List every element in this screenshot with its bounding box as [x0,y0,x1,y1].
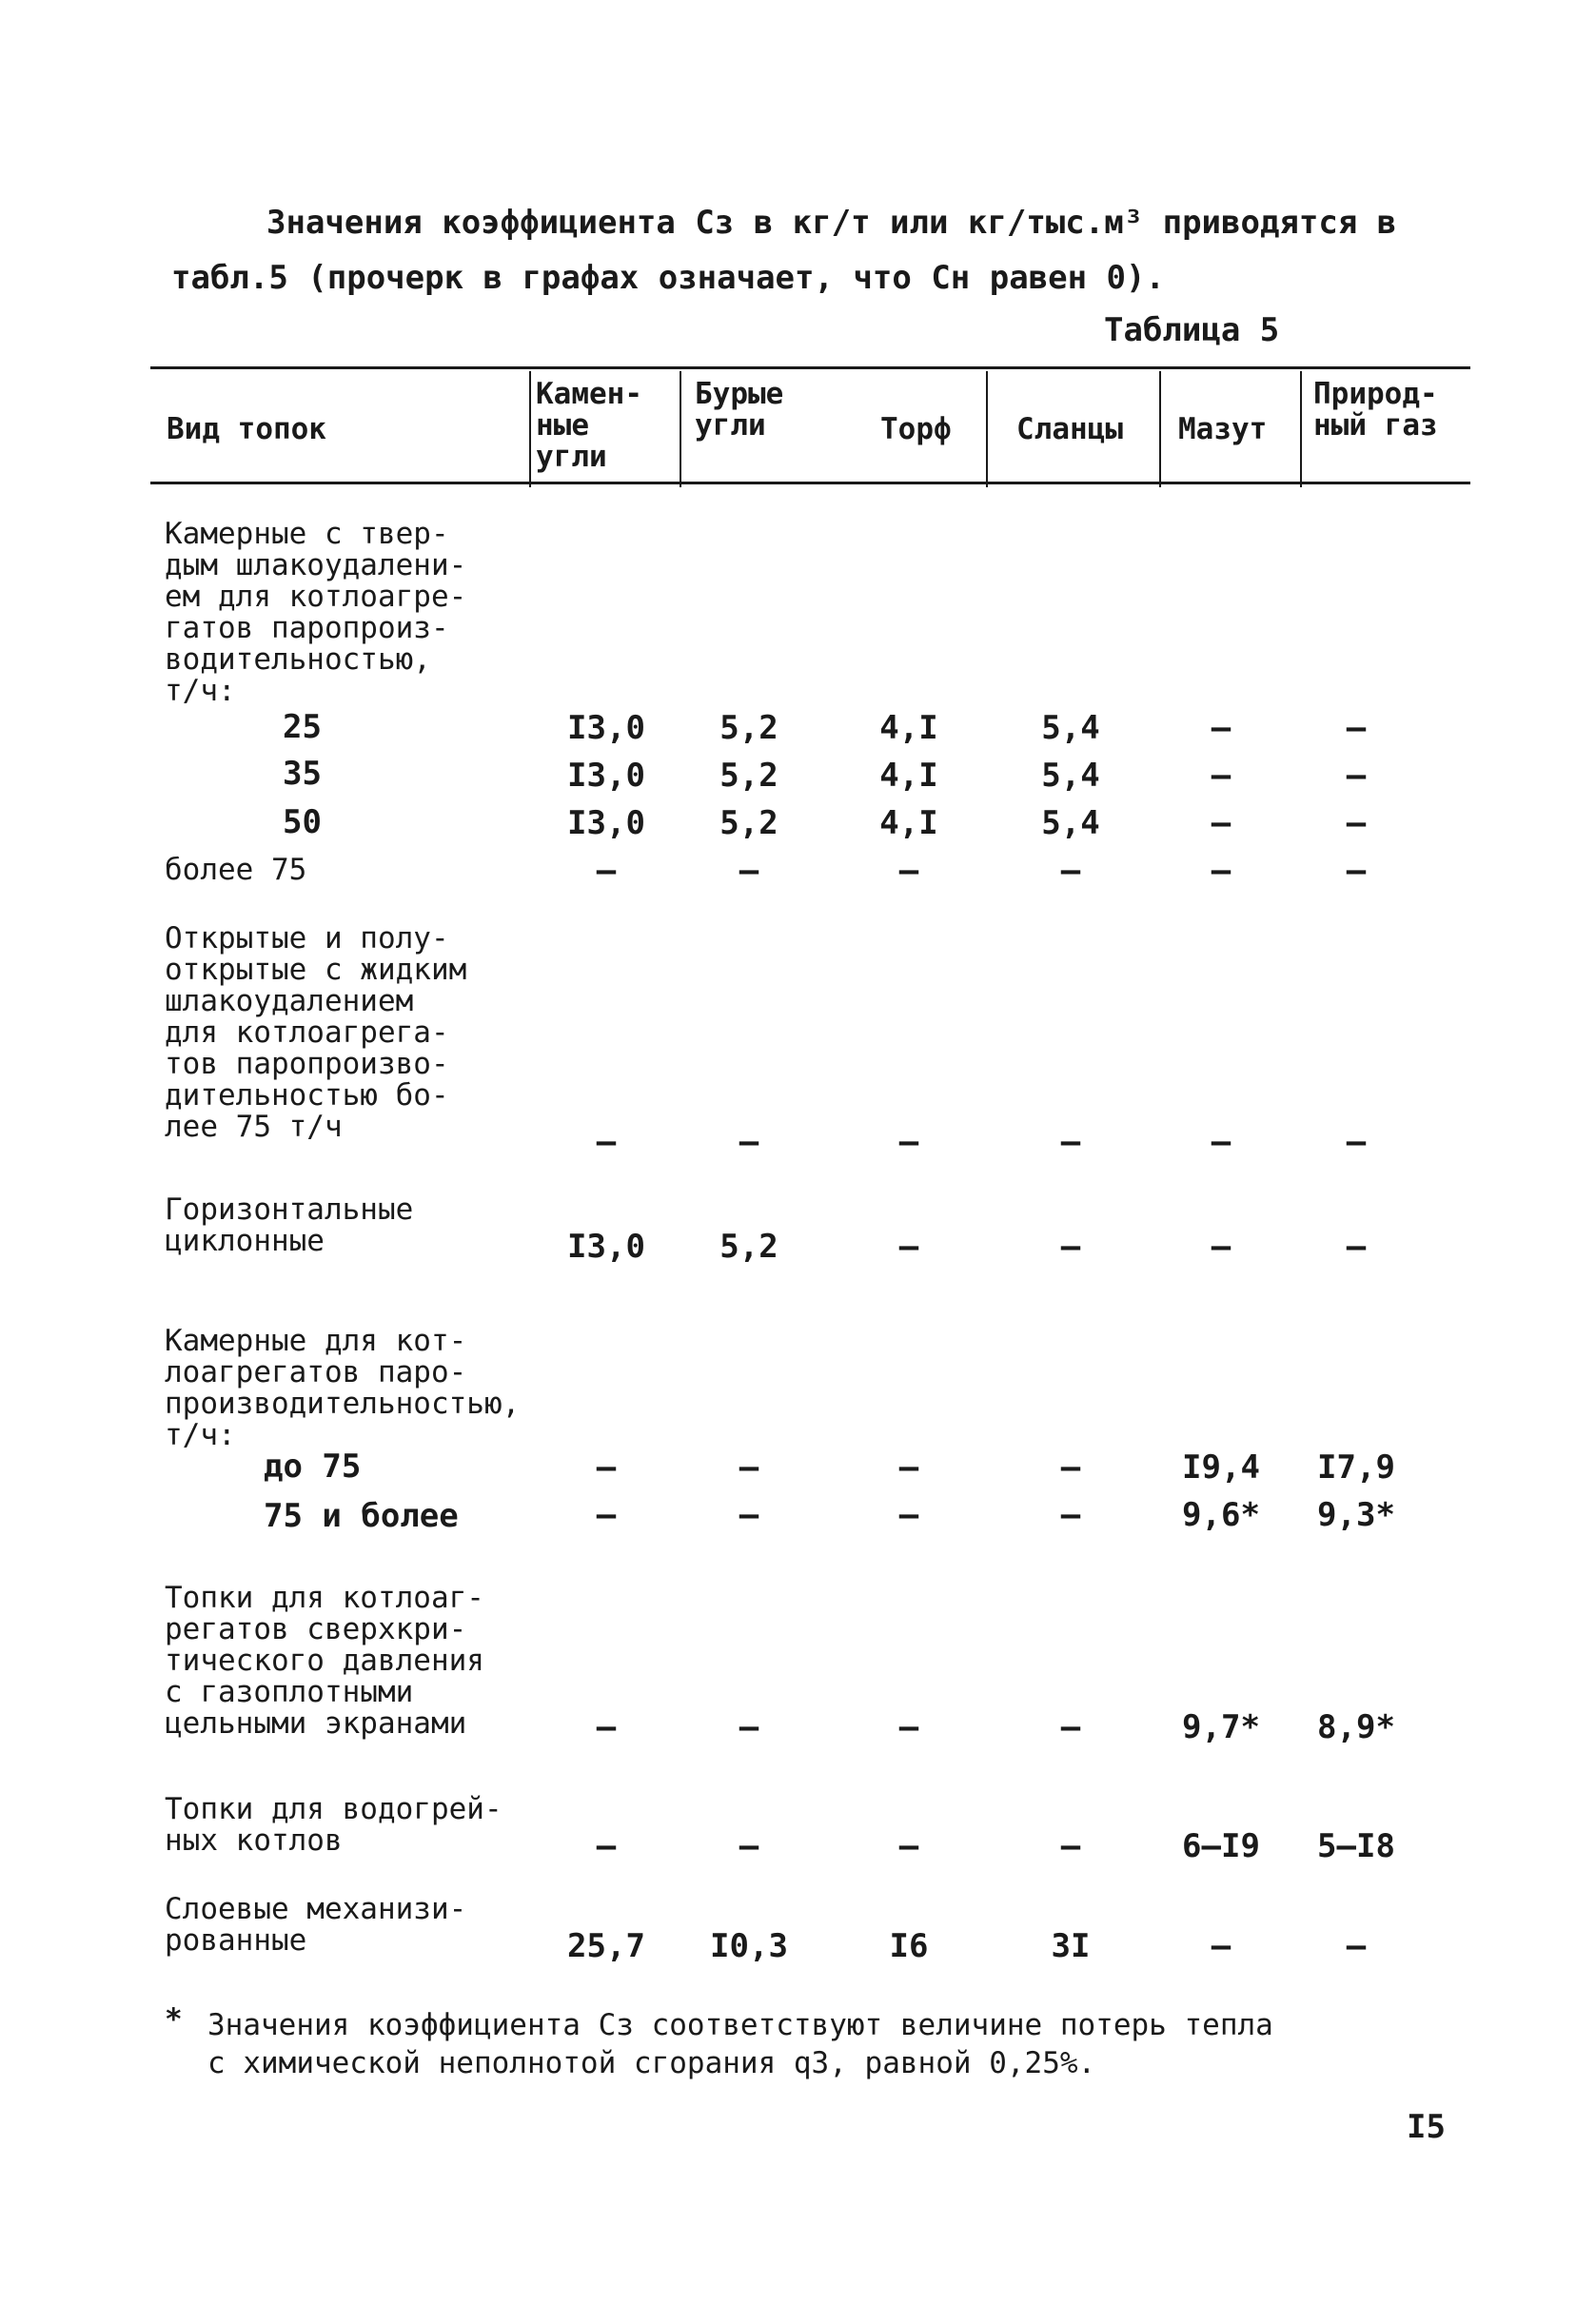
footnote-line-1: Значения коэффициента Сз соответствуют величине потерь тепла [207,2008,1273,2042]
header-kind: Вид топок [167,412,326,446]
table-cell: 5,2 [719,757,778,795]
table-cell: 3I [1051,1927,1091,1965]
table-cell: – [1060,852,1081,890]
table-cell: – [596,1496,617,1534]
header-fuel-oil: Мазут [1178,412,1268,446]
row-label: Открытые и полу- открытые с жидким шлакоудалением для котлоагрега- тов паропроизво- дительностью бо- лее 75 т/ч [165,921,467,1144]
table-cell: 4,I [879,757,938,795]
table-cell: 9,3* [1317,1496,1395,1534]
row-label: 25 [283,708,322,746]
table-cell: 4,I [879,709,938,747]
table-cell: – [1346,709,1367,747]
header-divider [986,371,988,487]
row-label: Слоевые механизи- рованные [165,1892,467,1958]
table-header-rule [150,482,1470,484]
table-cell: 4,I [879,804,938,842]
table-cell: 9,6* [1182,1496,1260,1534]
table-cell: – [1346,1123,1367,1161]
table-cell: I0,3 [710,1927,788,1965]
table-cell: – [1060,1228,1081,1266]
header-divider [1159,371,1161,487]
table-cell: – [596,1827,617,1865]
table-cell: – [1060,1708,1081,1746]
table-cell: I3,0 [567,1228,645,1266]
header-divider [529,371,531,487]
table-cell: I3,0 [567,709,645,747]
table-cell: – [739,1496,759,1534]
table-cell: – [1060,1448,1081,1487]
table-cell: 5,2 [719,709,778,747]
table-cell: 6–I9 [1182,1827,1260,1865]
header-peat: Торф [880,412,952,446]
table-cell: – [898,1496,919,1534]
table-cell: 5,2 [719,804,778,842]
table-title: Таблица 5 [1104,311,1280,349]
table-cell: – [1211,1228,1231,1266]
table-cell: – [898,1708,919,1746]
header-divider [680,371,681,487]
table-cell: – [1211,804,1231,842]
header-lignite: Бурые угли [695,377,784,443]
table-cell: – [1346,852,1367,890]
table-top-rule [150,366,1470,369]
row-label: Камерные с твер- дым шлакоудалени- ем для котлоагре- гатов паропроиз- водительностью, т/ч: [165,517,467,708]
intro-line-1: Значения коэффициента Сз в кг/т или кг/тыс.м³ приводятся в [266,204,1397,242]
table-cell: – [1346,1927,1367,1965]
intro-paragraph [171,195,1475,305]
table-cell: 5,4 [1041,804,1100,842]
intro-line-2: табл.5 (прочерк в графах означает, что Сн равен 0). [171,259,1165,297]
table-cell: – [1346,757,1367,795]
row-label: Топки для водогрей- ных котлов [165,1792,502,1858]
header-natural-gas: Природ-ный газ [1313,377,1438,443]
table-cell: – [739,1708,759,1746]
table-cell: – [1060,1827,1081,1865]
header-divider [1300,371,1302,487]
table-cell: 9,7* [1182,1708,1260,1746]
table-cell: – [739,852,759,890]
table-cell: – [1346,804,1367,842]
table-cell: – [1211,1123,1231,1161]
table-cell: 5,2 [719,1228,778,1266]
table-cell: – [1346,1228,1367,1266]
table-cell: – [898,852,919,890]
table-cell: 5,4 [1041,709,1100,747]
table-cell: I3,0 [567,757,645,795]
table-cell: – [739,1123,759,1161]
table-cell: I7,9 [1317,1448,1395,1487]
table-cell: 25,7 [567,1927,645,1965]
table-cell: – [1211,852,1231,890]
table-cell: I9,4 [1182,1448,1260,1487]
row-label: 50 [283,803,322,841]
table-cell: – [1060,1496,1081,1534]
table-cell: – [898,1123,919,1161]
footnote-line-2: с химической неполнотой сгорания q3, равной 0,25%. [207,2046,1096,2080]
table-cell: 5,4 [1041,757,1100,795]
table-cell: – [596,1708,617,1746]
row-label: Горизонтальные циклонные [165,1192,414,1258]
table-cell: – [1211,709,1231,747]
table-cell: I6 [889,1927,929,1965]
table-cell: – [596,1123,617,1161]
table-cell: – [898,1448,919,1487]
table-cell: – [739,1827,759,1865]
row-label: 35 [283,755,322,793]
footnote-marker: * [165,2002,183,2037]
table-cell: – [1211,1927,1231,1965]
table-cell: – [596,1448,617,1487]
row-label: Топки для котлоаг- регатов сверхкри- тического давления с газоплотными цельными экранами [165,1581,484,1741]
table-cell: – [596,852,617,890]
row-label: до 75 [264,1448,362,1486]
table-cell: – [1211,757,1231,795]
page-number: I5 [1407,2108,1446,2146]
table-cell: – [1060,1123,1081,1161]
table-cell: – [898,1827,919,1865]
table-cell: 8,9* [1317,1708,1395,1746]
table-cell: – [898,1228,919,1266]
table-cell: 5–I8 [1317,1827,1395,1865]
row-label: 75 и более [264,1497,459,1535]
header-coal: Камен-ные угли [536,377,642,474]
row-label: Камерные для кот- лоагрегатов паро- производительностью, т/ч: [165,1324,521,1452]
header-shale: Сланцы [1016,412,1123,446]
row-label: более 75 [165,853,307,887]
table-cell: I3,0 [567,804,645,842]
table-cell: – [739,1448,759,1487]
